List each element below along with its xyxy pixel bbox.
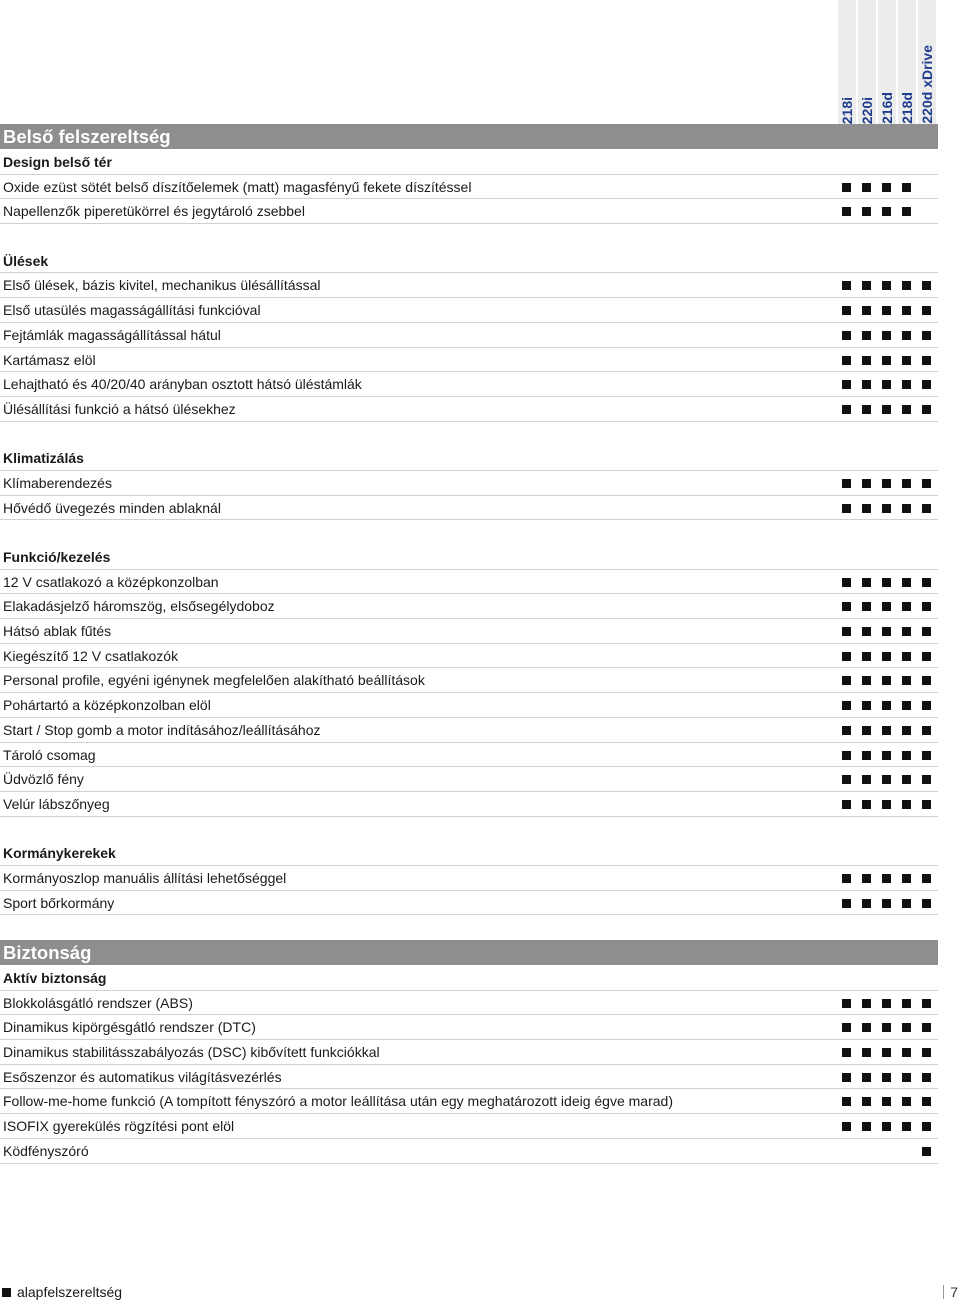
standard-marker-icon: [842, 380, 851, 389]
availability-marks: [838, 1114, 938, 1138]
standard-marker-icon: [922, 479, 931, 488]
spacer-row: [0, 520, 938, 545]
standard-marker-icon: [882, 726, 891, 735]
feature-label: Ülésállítási funkció a hátsó ülésekhez: [3, 400, 236, 417]
standard-marker-icon: [922, 380, 931, 389]
availability-marks: [838, 594, 938, 618]
availability-marks: [838, 1040, 938, 1064]
feature-label: ISOFIX gyerekülés rögzítési pont elöl: [3, 1118, 235, 1135]
page-divider: [943, 1285, 944, 1299]
standard-marker-icon: [862, 479, 871, 488]
standard-marker-icon: [842, 1122, 851, 1131]
standard-marker-icon: [882, 874, 891, 883]
standard-marker-icon: [842, 602, 851, 611]
model-header-label: 220i: [859, 96, 875, 124]
spacer-row: [0, 915, 938, 940]
model-header-4: [918, 0, 936, 124]
standard-marker-icon: [862, 306, 871, 315]
table-row: [0, 372, 938, 397]
standard-marker-icon: [922, 899, 931, 908]
model-column-headers: [838, 0, 938, 124]
standard-marker-icon: [902, 999, 911, 1008]
feature-label: Hővédő üvegezés minden ablaknál: [3, 499, 221, 516]
standard-marker-icon: [862, 652, 871, 661]
standard-marker-icon: [882, 627, 891, 636]
feature-label: Dinamikus stabilitásszabályozás (DSC) kibővített funkciókkal: [3, 1044, 380, 1061]
standard-marker-icon: [842, 183, 851, 192]
equipment-table: [0, 124, 938, 1164]
standard-marker-icon: [902, 405, 911, 414]
standard-marker-icon: [862, 800, 871, 809]
model-header-label: 218i: [839, 96, 855, 124]
standard-marker-icon: [862, 1023, 871, 1032]
standard-marker-icon: [842, 800, 851, 809]
standard-marker-icon: [922, 775, 931, 784]
standard-marker-icon: [862, 578, 871, 587]
standard-marker-icon: [842, 899, 851, 908]
table-row: [0, 397, 938, 422]
availability-marks: [838, 693, 938, 717]
standard-marker-icon: [922, 726, 931, 735]
availability-marks: [838, 199, 938, 223]
standard-marker-icon: [922, 578, 931, 587]
availability-marks: [838, 792, 938, 816]
standard-marker-icon: [842, 676, 851, 685]
model-header-2: [878, 0, 896, 124]
standard-marker-icon: [882, 1122, 891, 1131]
spacer-row: [0, 422, 938, 447]
availability-marks: [838, 570, 938, 594]
spacer-row: [0, 224, 938, 249]
category-heading: [0, 966, 938, 991]
standard-marker-icon: [902, 331, 911, 340]
feature-label: Kiegészítő 12 V csatlakozók: [3, 647, 179, 664]
table-row: [0, 594, 938, 619]
model-header-label: 220d xDrive: [919, 45, 935, 124]
feature-label: Blokkolásgátló rendszer (ABS): [3, 994, 193, 1011]
standard-marker-icon: [902, 479, 911, 488]
availability-marks: [838, 471, 938, 495]
heading-label: Aktív biztonság: [3, 970, 107, 986]
availability-marks: [838, 273, 938, 297]
standard-marker-icon: [882, 281, 891, 290]
standard-marker-icon: [902, 380, 911, 389]
table-row: [0, 175, 938, 200]
table-row: [0, 1065, 938, 1090]
standard-marker-icon: [842, 207, 851, 216]
standard-marker-icon: [862, 356, 871, 365]
availability-marks: [838, 891, 938, 915]
table-row: [0, 323, 938, 348]
availability-marks: [838, 1065, 938, 1089]
feature-label: Fejtámlák magasságállítással hátul: [3, 326, 221, 343]
feature-label: Dinamikus kipörgésgátló rendszer (DTC): [3, 1019, 256, 1036]
standard-marker-icon: [882, 504, 891, 513]
standard-marker-icon: [882, 578, 891, 587]
standard-marker-icon: [842, 1023, 851, 1032]
heading-label: Klimatizálás: [3, 450, 84, 467]
standard-marker-icon: [922, 602, 931, 611]
standard-marker-icon: [862, 751, 871, 760]
category-heading: [0, 249, 938, 274]
section-header: [0, 940, 938, 966]
table-row: [0, 570, 938, 595]
standard-marker-icon: [882, 1023, 891, 1032]
standard-marker-icon: [902, 1097, 911, 1106]
standard-marker-icon: [922, 999, 931, 1008]
standard-marker-icon: [902, 726, 911, 735]
availability-marks: [838, 372, 938, 396]
standard-marker-icon: [842, 701, 851, 710]
heading-label: Biztonság: [3, 942, 92, 963]
standard-marker-icon: [902, 701, 911, 710]
standard-marker-icon: [842, 504, 851, 513]
feature-label: Első utasülés magasságállítási funkcióval: [3, 302, 261, 319]
feature-label: Sport bőrkormány: [3, 894, 115, 911]
standard-marker-icon: [922, 652, 931, 661]
standard-marker-icon: [862, 504, 871, 513]
table-row: [0, 1139, 938, 1164]
availability-marks: [838, 619, 938, 643]
availability-marks: [838, 668, 938, 692]
standard-marker-icon: [862, 1122, 871, 1131]
table-row: [0, 348, 938, 373]
standard-marker-icon: [862, 405, 871, 414]
standard-marker-icon: [922, 800, 931, 809]
standard-marker-icon: [842, 578, 851, 587]
model-header-0: [838, 0, 856, 124]
feature-label: Oxide ezüst sötét belső díszítőelemek (matt) magasfényű fekete díszítéssel: [3, 178, 472, 195]
availability-marks: [838, 743, 938, 767]
standard-marker-icon: [922, 405, 931, 414]
standard-marker-icon: [922, 331, 931, 340]
availability-marks: [838, 718, 938, 742]
standard-marker-icon: [882, 999, 891, 1008]
page-number: [943, 1284, 958, 1300]
category-heading: [0, 545, 938, 570]
standard-marker-icon: [882, 751, 891, 760]
table-row: [0, 891, 938, 916]
standard-marker-icon: [882, 479, 891, 488]
availability-marks: [838, 496, 938, 520]
model-header-3: [898, 0, 916, 124]
standard-marker-icon: [922, 1073, 931, 1082]
table-row: [0, 619, 938, 644]
standard-marker-icon: [902, 874, 911, 883]
standard-marker-icon: [862, 380, 871, 389]
standard-marker-icon: [922, 281, 931, 290]
feature-label: Follow-me-home funkció (A tompított fényszóró a motor leállítása után egy meghatározott ideig égve marad): [3, 1093, 673, 1110]
standard-marker-icon: [882, 1073, 891, 1082]
standard-marker-icon: [862, 602, 871, 611]
standard-marker-icon: [882, 652, 891, 661]
category-heading: [0, 841, 938, 866]
standard-marker-icon: [902, 306, 911, 315]
standard-marker-icon: [862, 207, 871, 216]
heading-label: Kormánykerekek: [3, 845, 116, 862]
feature-label: Ködfényszóró: [3, 1142, 89, 1159]
heading-label: Belső felszereltség: [3, 126, 171, 147]
standard-marker-icon: [882, 775, 891, 784]
standard-marker-icon: [842, 281, 851, 290]
standard-marker-icon: [842, 999, 851, 1008]
standard-marker-icon: [882, 356, 891, 365]
standard-marker-icon: [922, 356, 931, 365]
standard-marker-icon: [862, 183, 871, 192]
heading-label: Ülések: [3, 252, 49, 269]
feature-label: Kormányoszlop manuális állítási lehetőséggel: [3, 869, 287, 886]
feature-label: Esőszenzor és automatikus világításvezérlés: [3, 1068, 282, 1085]
availability-marks: [838, 1139, 938, 1163]
feature-label: Pohártartó a középkonzolban elöl: [3, 697, 211, 714]
standard-marker-icon: [862, 775, 871, 784]
standard-marker-icon: [842, 331, 851, 340]
availability-marks: [838, 1015, 938, 1039]
standard-marker-icon: [862, 627, 871, 636]
standard-marker-icon: [902, 1122, 911, 1131]
availability-marks: [838, 866, 938, 890]
standard-marker-icon: [842, 751, 851, 760]
standard-marker-icon: [882, 602, 891, 611]
standard-marker-icon: [882, 405, 891, 414]
standard-marker-icon: [862, 676, 871, 685]
standard-marker-icon: [902, 751, 911, 760]
feature-label: Elakadásjelző háromszög, elsősegélydoboz: [3, 598, 275, 615]
standard-marker-icon: [902, 356, 911, 365]
standard-marker-icon: [862, 1073, 871, 1082]
table-row: [0, 1015, 938, 1040]
standard-marker-icon: [922, 1097, 931, 1106]
feature-label: Tároló csomag: [3, 746, 96, 763]
standard-marker-icon: [922, 627, 931, 636]
feature-label: Hátsó ablak fűtés: [3, 623, 112, 640]
standard-marker-icon: [922, 306, 931, 315]
table-row: [0, 743, 938, 768]
standard-marker-icon: [862, 726, 871, 735]
standard-marker-icon: [882, 899, 891, 908]
availability-marks: [838, 397, 938, 421]
standard-marker-icon: [882, 306, 891, 315]
availability-marks: [838, 1089, 938, 1113]
category-heading: [0, 150, 938, 175]
standard-marker-icon: [902, 899, 911, 908]
standard-marker-icon: [902, 207, 911, 216]
availability-marks: [838, 991, 938, 1015]
table-row: [0, 1089, 938, 1114]
table-row: [0, 496, 938, 521]
table-row: [0, 991, 938, 1016]
standard-marker-icon: [902, 627, 911, 636]
standard-marker-icon: [902, 800, 911, 809]
standard-marker-icon: [902, 652, 911, 661]
standard-marker-icon: [882, 1048, 891, 1057]
standard-marker-icon: [842, 405, 851, 414]
feature-label: Klímaberendezés: [3, 474, 112, 491]
availability-marks: [838, 298, 938, 322]
category-heading: [0, 446, 938, 471]
feature-label: Velúr lábszőnyeg: [3, 795, 110, 812]
standard-marker-icon: [882, 207, 891, 216]
table-row: [0, 668, 938, 693]
table-row: [0, 471, 938, 496]
availability-marks: [838, 644, 938, 668]
table-row: [0, 273, 938, 298]
standard-marker-icon: [842, 479, 851, 488]
standard-marker-icon: [862, 1048, 871, 1057]
standard-marker-icon: [922, 1048, 931, 1057]
standard-marker-icon: [882, 1097, 891, 1106]
standard-marker-icon: [862, 331, 871, 340]
standard-marker-icon: [882, 380, 891, 389]
standard-marker-icon: [922, 701, 931, 710]
standard-marker-icon: [922, 751, 931, 760]
table-row: [0, 693, 938, 718]
standard-marker-icon: [862, 999, 871, 1008]
standard-marker-icon: [842, 627, 851, 636]
section-header: [0, 124, 938, 150]
standard-marker-icon: [862, 281, 871, 290]
table-row: [0, 1114, 938, 1139]
standard-marker-icon: [902, 1023, 911, 1032]
feature-label: Üdvözlő fény: [3, 771, 84, 788]
standard-marker-icon: [882, 331, 891, 340]
standard-marker-icon: [842, 1073, 851, 1082]
legend: [2, 1284, 122, 1300]
standard-marker-icon: [902, 281, 911, 290]
standard-marker-icon: [922, 1122, 931, 1131]
standard-marker-icon: [842, 775, 851, 784]
page-number-text: 7: [950, 1284, 958, 1300]
standard-equipment-marker-icon: [2, 1288, 11, 1297]
standard-marker-icon: [882, 676, 891, 685]
feature-label: 12 V csatlakozó a középkonzolban: [3, 573, 219, 590]
availability-marks: [838, 323, 938, 347]
heading-label: Design belső tér: [3, 154, 112, 170]
standard-marker-icon: [842, 1097, 851, 1106]
feature-label: Napellenzők piperetükörrel és jegytároló zsebbel: [3, 203, 305, 220]
standard-marker-icon: [922, 504, 931, 513]
feature-label: Start / Stop gomb a motor indításához/leállításához: [3, 721, 321, 738]
table-row: [0, 298, 938, 323]
table-row: [0, 199, 938, 224]
availability-marks: [838, 767, 938, 791]
table-row: [0, 866, 938, 891]
availability-marks: [838, 175, 938, 199]
standard-marker-icon: [842, 1048, 851, 1057]
feature-label: Kartámasz elöl: [3, 351, 96, 368]
standard-marker-icon: [902, 1048, 911, 1057]
standard-marker-icon: [902, 602, 911, 611]
standard-marker-icon: [922, 1147, 931, 1156]
table-row: [0, 644, 938, 669]
standard-marker-icon: [842, 356, 851, 365]
model-header-1: [858, 0, 876, 124]
standard-marker-icon: [902, 183, 911, 192]
heading-label: Funkció/kezelés: [3, 549, 111, 565]
standard-marker-icon: [882, 183, 891, 192]
standard-marker-icon: [862, 874, 871, 883]
standard-marker-icon: [922, 1023, 931, 1032]
availability-marks: [838, 348, 938, 372]
table-row: [0, 718, 938, 743]
standard-marker-icon: [862, 1097, 871, 1106]
standard-marker-icon: [862, 701, 871, 710]
standard-marker-icon: [902, 775, 911, 784]
standard-marker-icon: [902, 1073, 911, 1082]
standard-marker-icon: [842, 874, 851, 883]
legend-label: alapfelszereltség: [17, 1284, 123, 1300]
standard-marker-icon: [882, 800, 891, 809]
standard-marker-icon: [902, 578, 911, 587]
standard-marker-icon: [922, 874, 931, 883]
feature-label: Personal profile, egyéni igénynek megfelelően alakítható beállítások: [3, 672, 425, 689]
standard-marker-icon: [842, 306, 851, 315]
feature-label: Első ülések, bázis kivitel, mechanikus ülésállítással: [3, 277, 321, 294]
standard-marker-icon: [902, 504, 911, 513]
feature-label: Lehajtható és 40/20/40 arányban osztott hátsó üléstámlák: [3, 376, 362, 393]
standard-marker-icon: [842, 726, 851, 735]
model-header-label: 216d: [879, 92, 895, 124]
standard-marker-icon: [842, 652, 851, 661]
model-header-label: 218d: [899, 92, 915, 124]
standard-marker-icon: [902, 676, 911, 685]
standard-marker-icon: [922, 676, 931, 685]
standard-marker-icon: [882, 701, 891, 710]
table-row: [0, 767, 938, 792]
table-row: [0, 1040, 938, 1065]
table-row: [0, 792, 938, 817]
standard-marker-icon: [862, 899, 871, 908]
spacer-row: [0, 817, 938, 842]
